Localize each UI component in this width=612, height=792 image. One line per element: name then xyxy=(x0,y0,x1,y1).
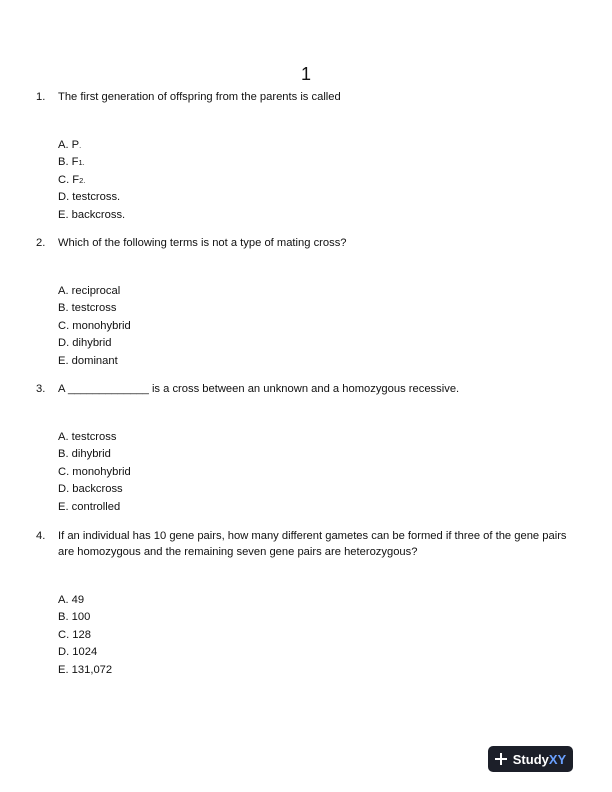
option-b: B. dihybrid xyxy=(58,448,111,461)
question-text: Which of the following terms is not a type of mating cross? xyxy=(58,237,347,249)
question-4 xyxy=(36,528,581,679)
question-number: 3. xyxy=(36,383,46,395)
question-2 xyxy=(36,235,581,370)
badge-study-text: Study xyxy=(512,751,549,767)
option-b: B. testcross xyxy=(58,302,117,315)
question-1 xyxy=(36,89,581,224)
option-d: D. backcross xyxy=(58,483,123,496)
option-e: E. backcross. xyxy=(58,208,126,221)
option-e: E. controlled xyxy=(58,500,121,513)
question-number: 4. xyxy=(36,530,46,542)
option-c: C. monohybrid xyxy=(58,465,131,478)
option-list xyxy=(58,429,581,516)
page-number: 1 xyxy=(300,64,311,84)
question-text: A _____________ is a cross between an unknown and a homozygous recessive. xyxy=(58,383,460,395)
question-text: The first generation of offspring from the parents is called xyxy=(58,91,341,103)
option-a: A. P. xyxy=(58,139,82,151)
option-list xyxy=(58,283,581,370)
option-a: A. 49 xyxy=(58,594,85,606)
option-d: D. testcross. xyxy=(58,191,121,204)
option-c: C. F2. xyxy=(58,173,86,186)
option-a: A. testcross xyxy=(58,431,117,443)
question-number: 1. xyxy=(36,91,46,103)
studyxy-badge[interactable] xyxy=(488,746,573,772)
question-number: 2. xyxy=(36,237,46,249)
option-d: D. dihybrid xyxy=(58,337,112,350)
option-d: D. 1024 xyxy=(58,646,98,659)
option-e: E. dominant xyxy=(58,354,118,367)
option-list xyxy=(58,592,581,679)
option-b: B. F1. xyxy=(58,156,85,169)
option-list xyxy=(58,137,581,224)
question-text: If an individual has 10 gene pairs, how many different gametes can be formed if three of the gene pairs are homozygous and the remaining seven gene pairs are heterozygous? xyxy=(58,530,567,558)
option-b: B. 100 xyxy=(58,611,91,624)
question-3 xyxy=(36,381,581,516)
badge-xy-text: XY xyxy=(548,751,567,767)
option-a: A. reciprocal xyxy=(58,285,121,297)
option-c: C. 128 xyxy=(58,628,91,641)
option-c: C. monohybrid xyxy=(58,319,131,332)
plus-icon xyxy=(495,753,507,765)
option-e: E. 131,072 xyxy=(58,663,113,676)
